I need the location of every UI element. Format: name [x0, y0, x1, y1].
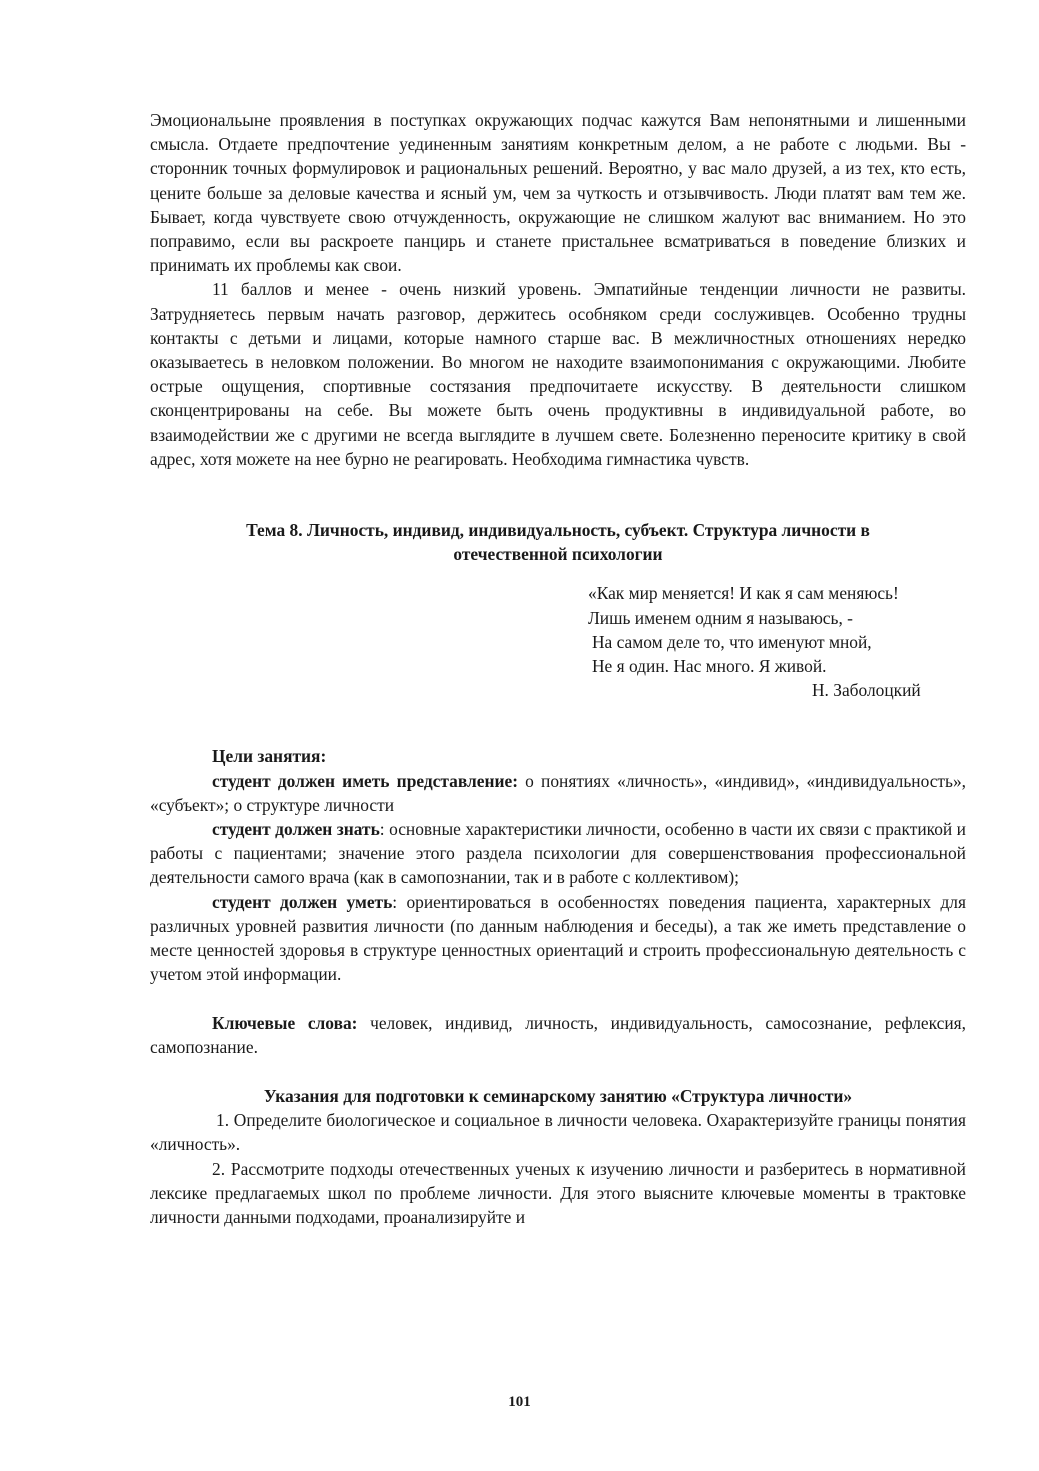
- keywords-label: Ключевые слова:: [212, 1012, 358, 1033]
- epigraph-line: На самом деле то, что именуют мной,: [592, 631, 872, 652]
- goal-representation: [150, 769, 966, 817]
- goal-know-label: студент должен знать: [212, 819, 380, 840]
- goal-can: [150, 890, 966, 987]
- document-page: [150, 108, 966, 1229]
- instruction-item-2: 2. Рассмотрите подходы отечественных ученых к изучению личности и разберитесь в нормативной лексике предлагаемых школ по проблеме личности. Для этого выясните ключевые моменты в трактовке личности данными подходами, проанализируйте и: [150, 1158, 966, 1227]
- epigraph-line: Не я один. Нас много. Я живой.: [592, 656, 827, 677]
- keywords-text: человек, индивид, личность, индивидуальность, самосознание, рефлексия, самопознание.: [150, 1012, 967, 1057]
- topic-heading-line2: отечественной психологии: [453, 544, 663, 565]
- paragraph-low-level: 11 баллов и менее - очень низкий уровень. Эмпатийные тенденции личности не развиты. Затрудняетесь первым начать разговор, держитесь особняком среди сослуживцев. Особенно трудны контакты с детьми и лицами, которые намного старше вас. В межличностных отношениях нередко оказываетесь в неловком положении. Во многом не находите взаимопонимания с окружающими. Любите острые ощущения, спортивные состязания предпочитаете искусству. В деятельности слишком сконцентрированы на себе. Вы можете быть очень продуктивны в индивидуальной работе, во взаимодействии же с другими не всегда выглядите в лучшем свете. Болезненно переносите критику в свой адрес, хотя можете на нее бурно не реагировать. Необходима гимнастика чувств.: [150, 279, 966, 469]
- keywords: [150, 1011, 966, 1059]
- topic-heading: [150, 518, 966, 566]
- goal-representation-text: о понятиях «личность», «индивид», «индивидуальность», «субъект»; о структуре личности: [150, 770, 966, 815]
- epigraph-line: Лишь именем одним я называюсь, -: [588, 607, 853, 628]
- epigraph-author: Н. Заболоцкий: [812, 680, 921, 701]
- paragraph-emotional: Эмоциональыне проявления в поступках окружающих подчас кажутся Вам непонятными и лишенными смысла. Отдаете предпочтение уединенным занятиям конкретным делом, а не работе с людьми. Вы - сторонник точных формулировок и рациональных решений. Вероятно, у вас мало друзей, а из тех, кто есть, цените больше за деловые качества и ясный ум, чем за чуткость и отзывчивость. Люди платят вам тем же. Бывает, когда чувствуете свою отчужденность, окружающие не слишком жалуют вас вниманием. Но это поправимо, если вы раскроете панцирь и станете пристальнее всматриваться в поведение близких и принимать их проблемы как свои.: [150, 110, 966, 276]
- epigraph: [150, 581, 966, 702]
- goal-representation-label: студент должен иметь представление:: [212, 770, 519, 791]
- goal-know-text: : основные характеристики личности, особенно в части их связи с практикой и работы с пациентами; значение этого раздела психологии для совершенствования профессиональной деятельности самого врача (как в самопознании, так и в работе с коллективом);: [150, 819, 966, 888]
- goal-can-label: студент должен уметь: [212, 891, 393, 912]
- instructions-heading: Указания для подготовки к семинарскому занятию «Структура личности»: [263, 1085, 853, 1106]
- goal-can-text: : ориентироваться в особенностях поведения пациента, характерных для различных уровней развития личности (по данным наблюдения и беседы), а так же иметь представление о месте ценностей здоровья в структуре ценностных ориентаций и строить профессиональную деятельность с учетом этой информации.: [150, 891, 966, 985]
- epigraph-line: «Как мир меняется! И как я сам меняюсь!: [588, 583, 899, 604]
- topic-heading-line1: Тема 8. Личность, индивид, индивидуальность, субъект. Структура личности в: [246, 520, 870, 541]
- goals-title: Цели занятия:: [212, 746, 327, 767]
- page-number: 101: [508, 1394, 531, 1410]
- instruction-item-1: 1. Определите биологическое и социальное в личности человека. Охарактеризуйте границы понятия «личность».: [150, 1110, 966, 1155]
- goal-know: [150, 817, 966, 890]
